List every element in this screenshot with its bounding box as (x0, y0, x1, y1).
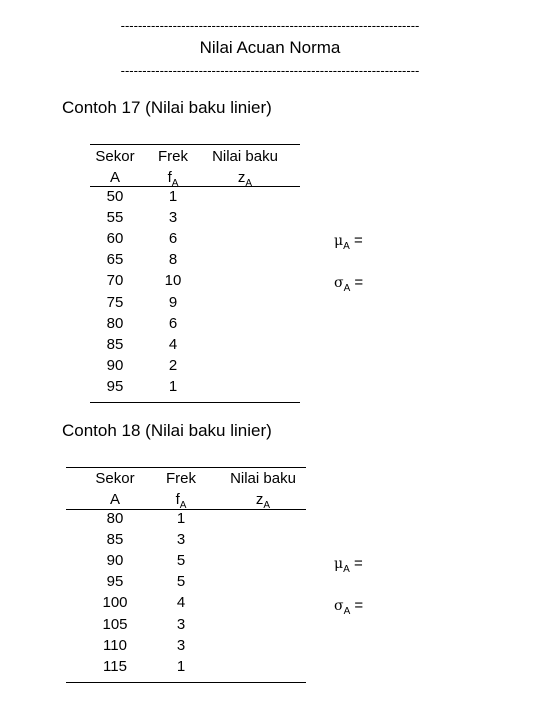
score-cell: 95 (106, 377, 124, 395)
equals-sign: = (349, 555, 363, 572)
score-cell: 85 (106, 335, 124, 353)
score-cell: 90 (106, 552, 124, 570)
frequency-cell: 6 (168, 230, 178, 248)
sigma-symbol: σ (334, 275, 344, 291)
frequency-cell: 6 (168, 314, 178, 332)
column-symbol: A (109, 491, 120, 508)
column-header-line1: Frek (158, 148, 188, 165)
score-cell: 55 (106, 209, 124, 227)
frequency-cell: 1 (168, 377, 178, 395)
column-subscript: A (171, 178, 179, 189)
score-cell: 115 (103, 657, 127, 675)
frequency-cell: 1 (168, 188, 178, 205)
frequency-cell: 1 (176, 510, 186, 527)
column-symbol: f (167, 169, 172, 186)
mu-symbol: μ (334, 233, 344, 249)
frequency-cell: 5 (176, 552, 186, 570)
bottom-dashed-rule: --------------------------------------------------------------------- (120, 64, 420, 78)
column-header-line2 (200, 167, 290, 190)
top-dashed-rule: --------------------------------------------------------------------- (120, 19, 420, 33)
frequency-cell: 1 (176, 657, 186, 675)
score-cell: 100 (102, 594, 128, 612)
frequency-cell: 3 (168, 209, 178, 227)
formula-subscript: A (343, 606, 351, 617)
score-cell: 110 (103, 636, 127, 654)
example-heading: Contoh 17 (Nilai baku linier) (62, 98, 272, 117)
column-header-line1: Sekor (95, 470, 135, 487)
column-subscript: A (263, 500, 271, 511)
score-cell: 75 (106, 293, 124, 311)
formula-subscript: A (343, 283, 351, 294)
frequency-cell: 9 (168, 293, 178, 311)
column-header-line1: Nilai baku (212, 148, 278, 165)
score-cell: 70 (106, 272, 124, 290)
frequency-cell: 4 (168, 335, 178, 353)
frequency-cell: 5 (176, 573, 186, 591)
mean-formula (334, 230, 363, 253)
equals-sign: = (350, 274, 364, 291)
table-top-rule (90, 144, 300, 145)
frequency-cell: 3 (176, 531, 186, 549)
column-subscript: A (179, 500, 187, 511)
score-cell: 95 (106, 573, 124, 591)
column-header-line2 (85, 489, 145, 510)
frequency-cell: 8 (168, 251, 178, 269)
table-bottom-rule (90, 402, 300, 403)
score-cell: 65 (106, 251, 124, 269)
std-dev-formula (334, 595, 363, 618)
sigma-symbol: σ (334, 598, 344, 614)
column-symbol: z (255, 491, 264, 508)
column-header-line2 (85, 167, 145, 188)
mean-formula (334, 553, 363, 576)
score-cell: 105 (102, 615, 128, 633)
score-cell: 80 (106, 510, 124, 527)
frequency-cell: 4 (176, 594, 186, 612)
column-header-line2 (218, 489, 308, 512)
table-bottom-rule (66, 682, 306, 683)
column-header-line1: Nilai baku (230, 470, 296, 487)
mu-symbol: μ (334, 556, 344, 572)
example-heading: Contoh 18 (Nilai baku linier) (62, 421, 272, 440)
formula-subscript: A (343, 241, 350, 252)
equals-sign: = (350, 597, 364, 614)
frequency-cell: 10 (164, 272, 182, 290)
column-subscript: A (245, 178, 253, 189)
frequency-cell: 3 (176, 636, 186, 654)
column-symbol: A (109, 169, 120, 186)
frequency-cell: 2 (168, 356, 178, 374)
page-title: Nilai Acuan Norma (199, 38, 341, 57)
score-cell: 90 (106, 356, 124, 374)
equals-sign: = (349, 232, 363, 249)
column-symbol: f (175, 491, 180, 508)
score-cell: 50 (106, 188, 124, 205)
score-cell: 60 (106, 230, 124, 248)
column-header-line1: Sekor (95, 148, 135, 165)
std-dev-formula (334, 272, 363, 295)
column-symbol: z (237, 169, 246, 186)
frequency-cell: 3 (176, 615, 186, 633)
formula-subscript: A (343, 564, 350, 575)
score-cell: 80 (106, 314, 124, 332)
column-header-line1: Frek (166, 470, 196, 487)
score-cell: 85 (106, 531, 124, 549)
